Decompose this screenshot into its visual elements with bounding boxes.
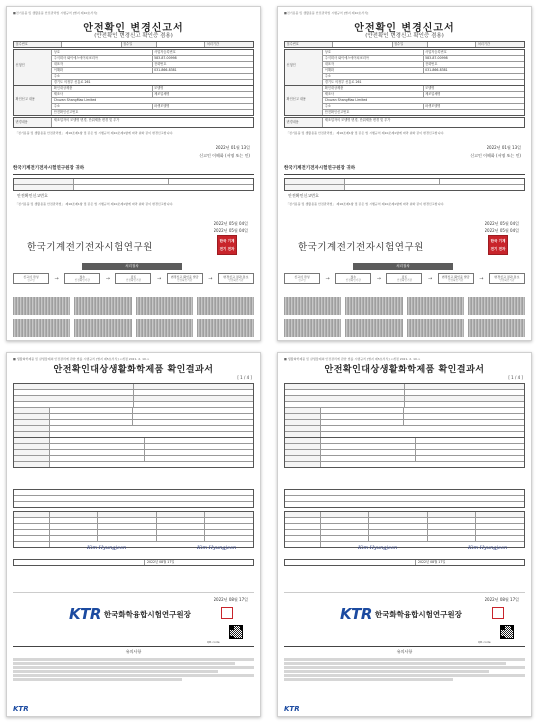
receipt-table: 접수번호 접수일 처리기간 — [284, 41, 525, 48]
document-change-report-2: ■전기용품 및 생활용품 안전관리법 시행규칙 [별지 제10호서식] 안전확인 변경신고서 (안전확인 변경신고 확인증 겸용) 접수번호 접수일 처리기간 신청인 상호 사업자등록번호 주식회사 와이에스에이치코리아 583-87-00998 대표자 전화번호 이해화 031-866-8381 주소 경기도 의정부 신흥로 261 확인신고 내용 확인대상제품 모델명 제조사 제조업체명 Chuzan ShangMao Limited 주소 파생모델명 안전확인신고번호 변경내용 제조업자의 모델명 변경, 단위제품 변경 및 추가 「전기용품 및 생활용품 안전관리법」 제16조제1항 및 같은 법 시행규칙 제10조제1항에 따라 위와 같이 변경신고합니다. 2022년 01월 13일 신고인 이해화 (서명 또는 인) 한국기계전기전자시험연구원장 귀하 안전확인신고번호 「전기용품 및 생활용품 안전관리법」 제16조제1항 및 같은 법 시행규칙 제10조제1항에 따라 위와 같이 변경신고합니다. 2022년 05월 04일 2022년 05월 04일 한국기계전기전자시험연구원 한국 기계 전기 전자 처리절차 신고서 작성 신고인 → 접수 안전확인기관 → 검토 안전확인기관 → 변경신고 확인증 발급 안전확인기관 → 변경신고 결과 통보 안전확인기관 — [277, 6, 532, 341]
official-seal — [492, 607, 504, 619]
change-table: 변경내용 제조업자의 모델명 변경, 단위제품 변경 및 추가 — [13, 117, 254, 128]
test-result-table — [13, 511, 254, 548]
institute-name: 한국화학융합시험연구원장 — [103, 609, 191, 619]
flow-step: 변경신고 확인증 발급 안전확인기관 — [438, 273, 474, 284]
applicant-table: 신청인 상호 사업자등록번호 주식회사 와이에스에이치코리아 583-87-00998 대표자 전화번호 이해화 031-866-8381 주소 경기도 의정부 신흥로 261 — [284, 49, 525, 86]
flow-step: 변경신고 결과 통보 안전확인기관 — [218, 273, 254, 284]
divider — [284, 174, 525, 175]
flow-step: 접수 안전확인기관 — [64, 273, 100, 284]
arrow-right-icon: → — [156, 275, 162, 282]
form-header-note: ■전기용품 및 생활용품 안전관리법 시행규칙 [별지 제10호서식] — [13, 11, 98, 15]
flow-step: 검토 안전확인기관 — [386, 273, 422, 284]
arrow-right-icon: → — [325, 275, 330, 282]
document-confirmation-result-1: ■ 생활화학제품 및 살생물제의 안전관리에 관한 법률 시행규칙 [별지 제5호서식] <개정 2021. 2. 10.> 안전확인대상생활화학제품 확인결과서 [ 1 / 4 ] Kim Hyungjeon Kim Hyungjeon 2022년 08월 17일 2022년 08월 17일 KTR 한국화학융합시험연구원장 QR code 유의사항 KTR — [6, 352, 261, 717]
document-confirmation-result-2: ■ 생활화학제품 및 살생물제의 안전관리에 관한 법률 시행규칙 [별지 제5호서식] <개정 2021. 2. 10.> 안전확인대상생활화학제품 확인결과서 [ 1 / 4 ] Kim Hyungjeon Kim Hyungjeon 2022년 08월 17일 2022년 08월 17일 KTR 한국화학융합시험연구원장 QR code 유의사항 KTR — [277, 352, 532, 717]
flow-step: 검토 안전확인기관 — [115, 273, 151, 284]
document-title: 안전확인 변경신고서 — [83, 23, 184, 34]
redacted-band — [284, 319, 525, 337]
form-header-note: ■ 생활화학제품 및 살생물제의 안전관리에 관한 법률 시행규칙 [별지 제5호서식] <개정 2021. 2. 10.> — [13, 357, 150, 361]
qr-code — [500, 625, 514, 639]
document-change-report-1 — [6, 6, 261, 341]
law-text: 「전기용품 및 생활용품 안전관리법」 제16조제1항 및 같은 법 시행규칙 제10조제1항에 따라 위와 같이 변경신고합니다. — [15, 131, 174, 135]
notes-block — [13, 657, 254, 701]
law-text-2: 「전기용품 및 생활용품 안전관리법」 제16조제1항 및 같은 법 시행규칙 제10조제1항에 따라 위와 같이 변경신고합니다. — [15, 202, 174, 206]
ktr-logo-block — [69, 605, 191, 623]
arrow-right-icon: → — [479, 275, 484, 282]
date-row: 2022년 08월 17일 — [13, 559, 254, 566]
ktr-footer-logo: KTR — [13, 705, 29, 713]
product-table — [284, 437, 525, 468]
ktr-logo: KTR — [340, 605, 372, 623]
redacted-band — [13, 319, 254, 337]
flow-step: 신고서 작성 신고인 — [13, 273, 49, 284]
issue-date: 2022년 05월 04일 — [213, 221, 248, 226]
notes-block — [284, 657, 525, 701]
institute-name: 한국기계전기전자시험연구원 — [27, 242, 153, 253]
institute-name: 한국기계전기전자시험연구원 — [298, 242, 424, 253]
addressee-line: 한국기계전기전자시험연구원장 귀하 — [13, 166, 85, 171]
flow-step: 변경신고 확인증 발급 안전확인기관 — [167, 273, 203, 284]
divider — [13, 646, 254, 647]
signer-line: 신고인 이해화 (서명 또는 인) — [199, 153, 250, 158]
flow-step: 변경신고 결과 통보 안전확인기관 — [489, 273, 525, 284]
arrow-right-icon: → — [427, 275, 433, 282]
document-subtitle: (안전확인 변경신고 확인증 겸용) — [365, 33, 444, 39]
receipt-table: 접수번호 접수일 처리기간 — [13, 41, 254, 48]
info-table — [284, 383, 525, 438]
document-title: 안전확인 변경신고서 — [354, 23, 455, 34]
ktr-logo-block — [340, 605, 462, 623]
signature-2: Kim Hyungjeon — [468, 545, 508, 551]
process-flow — [284, 273, 525, 284]
redacted-band — [284, 297, 525, 315]
remark-block — [13, 571, 254, 593]
ktr-logo: KTR — [69, 605, 101, 623]
result-label: 안전확인신고번호 — [17, 193, 48, 198]
arrow-right-icon: → — [208, 275, 213, 282]
page-number: [ 1 / 4 ] — [508, 375, 523, 380]
official-seal: 한국 기계 전기 전자 — [217, 235, 237, 255]
date-row: 2022년 08월 17일 — [284, 559, 525, 566]
issue-date: 2022년 08월 17일 — [484, 597, 519, 602]
ktr-footer-logo: KTR — [284, 705, 300, 713]
process-flow-title: 처리절차 — [353, 263, 453, 270]
product-table: 확인신고 내용 확인대상제품 모델명 제조사 제조업체명 Chuzan ShangMao Limited 주소 파생모델명 안전확인신고번호 — [284, 85, 525, 116]
arrow-right-icon: → — [54, 275, 59, 282]
process-flow-title: 처리절차 — [82, 263, 182, 270]
standards-table — [284, 489, 525, 508]
official-seal — [221, 607, 233, 619]
page-number: [ 1 / 4 ] — [237, 375, 252, 380]
report-date: 2022년 01월 13일 — [215, 145, 250, 150]
info-table — [13, 383, 254, 438]
processing-table — [13, 178, 254, 191]
arrow-right-icon: → — [105, 275, 110, 282]
redacted-band — [13, 297, 254, 315]
flow-step: 접수 안전확인기관 — [335, 273, 371, 284]
flow-step: 신고서 작성 신고인 — [284, 273, 320, 284]
product-table: 확인신고 내용 확인대상제품 모델명 제조사 제조업체명 Chuzan ShangMao Limited 주소 파생모델명 안전확인신고번호 — [13, 85, 254, 116]
processing-table — [284, 178, 525, 191]
official-seal: 한국 기계 전기 전자 — [488, 235, 508, 255]
document-title: 안전확인대상생활화학제품 확인결과서 — [324, 365, 485, 375]
product-table — [13, 437, 254, 468]
notes-title: 유의사항 — [125, 649, 142, 654]
arrow-right-icon: → — [376, 275, 381, 282]
signature: Kim Hyungjeon — [358, 545, 398, 551]
issue-date: 2022년 08월 17일 — [213, 597, 248, 602]
remark-block — [284, 571, 525, 593]
document-subtitle: (안전확인 변경신고 확인증 겸용) — [94, 33, 173, 39]
signature-2: Kim Hyungjeon — [197, 545, 237, 551]
divider — [284, 646, 525, 647]
issue-date-2: 2022년 05월 04일 — [213, 228, 248, 233]
institute-name: 한국화학융합시험연구원장 — [374, 609, 462, 619]
qr-code — [229, 625, 243, 639]
process-flow — [13, 273, 254, 284]
change-table: 변경내용 제조업자의 모델명 변경, 단위제품 변경 및 추가 — [284, 117, 525, 128]
signature: Kim Hyungjeon — [87, 545, 127, 551]
standards-table — [13, 489, 254, 508]
document-title: 안전확인대상생활화학제품 확인결과서 — [53, 365, 214, 375]
notes-title: 유의사항 — [396, 649, 413, 654]
applicant-table: 신청인 상호 사업자등록번호 주식회사 와이에스에이치코리아 583-87-00998 대표자 전화번호 이해화 031-866-8381 주소 경기도 의정부 신흥로 261 — [13, 49, 254, 86]
test-result-table — [284, 511, 525, 548]
divider — [13, 174, 254, 175]
